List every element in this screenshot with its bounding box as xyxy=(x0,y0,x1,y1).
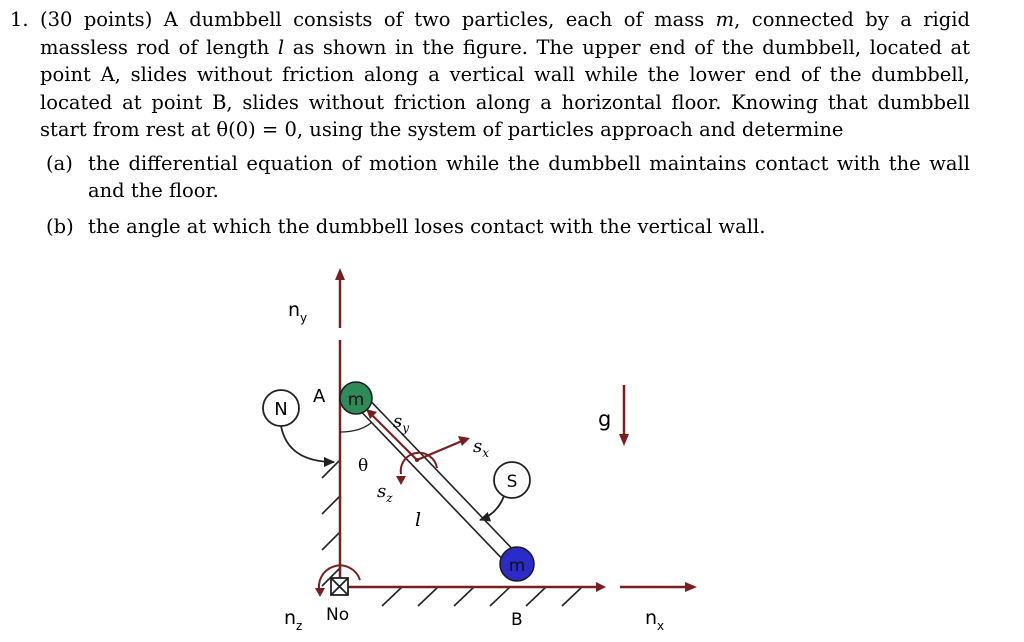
problem-number: 1. xyxy=(10,8,29,31)
problem-intro: (30 points) A dumbbell consists of two particles, each of mass m, connected by a rigid massless rod of length l as shown in the figure. The upper end of the dumbbell, located at point A, slides without friction along a vertical wall while the lower end of the dumbbell, located at point B, slides without friction along a horizontal floor. Knowing that dumbbell start from rest at θ(0) = 0, using the system of particles approach and determine xyxy=(40,8,970,141)
initial-condition: θ(0) = 0 xyxy=(216,118,297,141)
rod-length-label: l xyxy=(415,509,422,531)
ny-label: $n_y$ xyxy=(288,299,308,325)
mass-bottom-label: m xyxy=(508,556,526,576)
ground-hatching xyxy=(322,460,582,606)
mass-top-label: m xyxy=(347,390,365,410)
sx-axis-arrow xyxy=(417,441,462,460)
frame-n-arrow xyxy=(281,426,334,462)
point-b-label: B xyxy=(511,610,523,630)
theta-arc xyxy=(340,422,372,432)
sz-point xyxy=(415,458,419,462)
gravity-label: g xyxy=(598,407,612,431)
nz-label: $n_z$ xyxy=(284,607,303,633)
part-a: (a) the differential equation of motion while the dumbbell maintains contact with the wall and the floor. xyxy=(46,151,970,202)
nx-label: $n_x$ xyxy=(645,607,665,633)
origin-label: No xyxy=(326,605,350,625)
part-b: (b) the angle at which the dumbbell loses contact with the vertical wall. xyxy=(46,214,766,238)
frame-s-arrow xyxy=(480,496,504,520)
rod-side-2 xyxy=(351,401,511,568)
sz-label: $s_z$ xyxy=(377,481,393,505)
point-a-label: A xyxy=(313,386,326,407)
sx-label: $s_x$ xyxy=(473,436,490,460)
sy-label: $s_y$ xyxy=(393,411,410,435)
frame-s-label: S xyxy=(506,472,518,492)
floor-arrowhead xyxy=(596,582,606,592)
frame-n-label: N xyxy=(274,399,288,420)
theta-label: θ xyxy=(358,456,369,476)
